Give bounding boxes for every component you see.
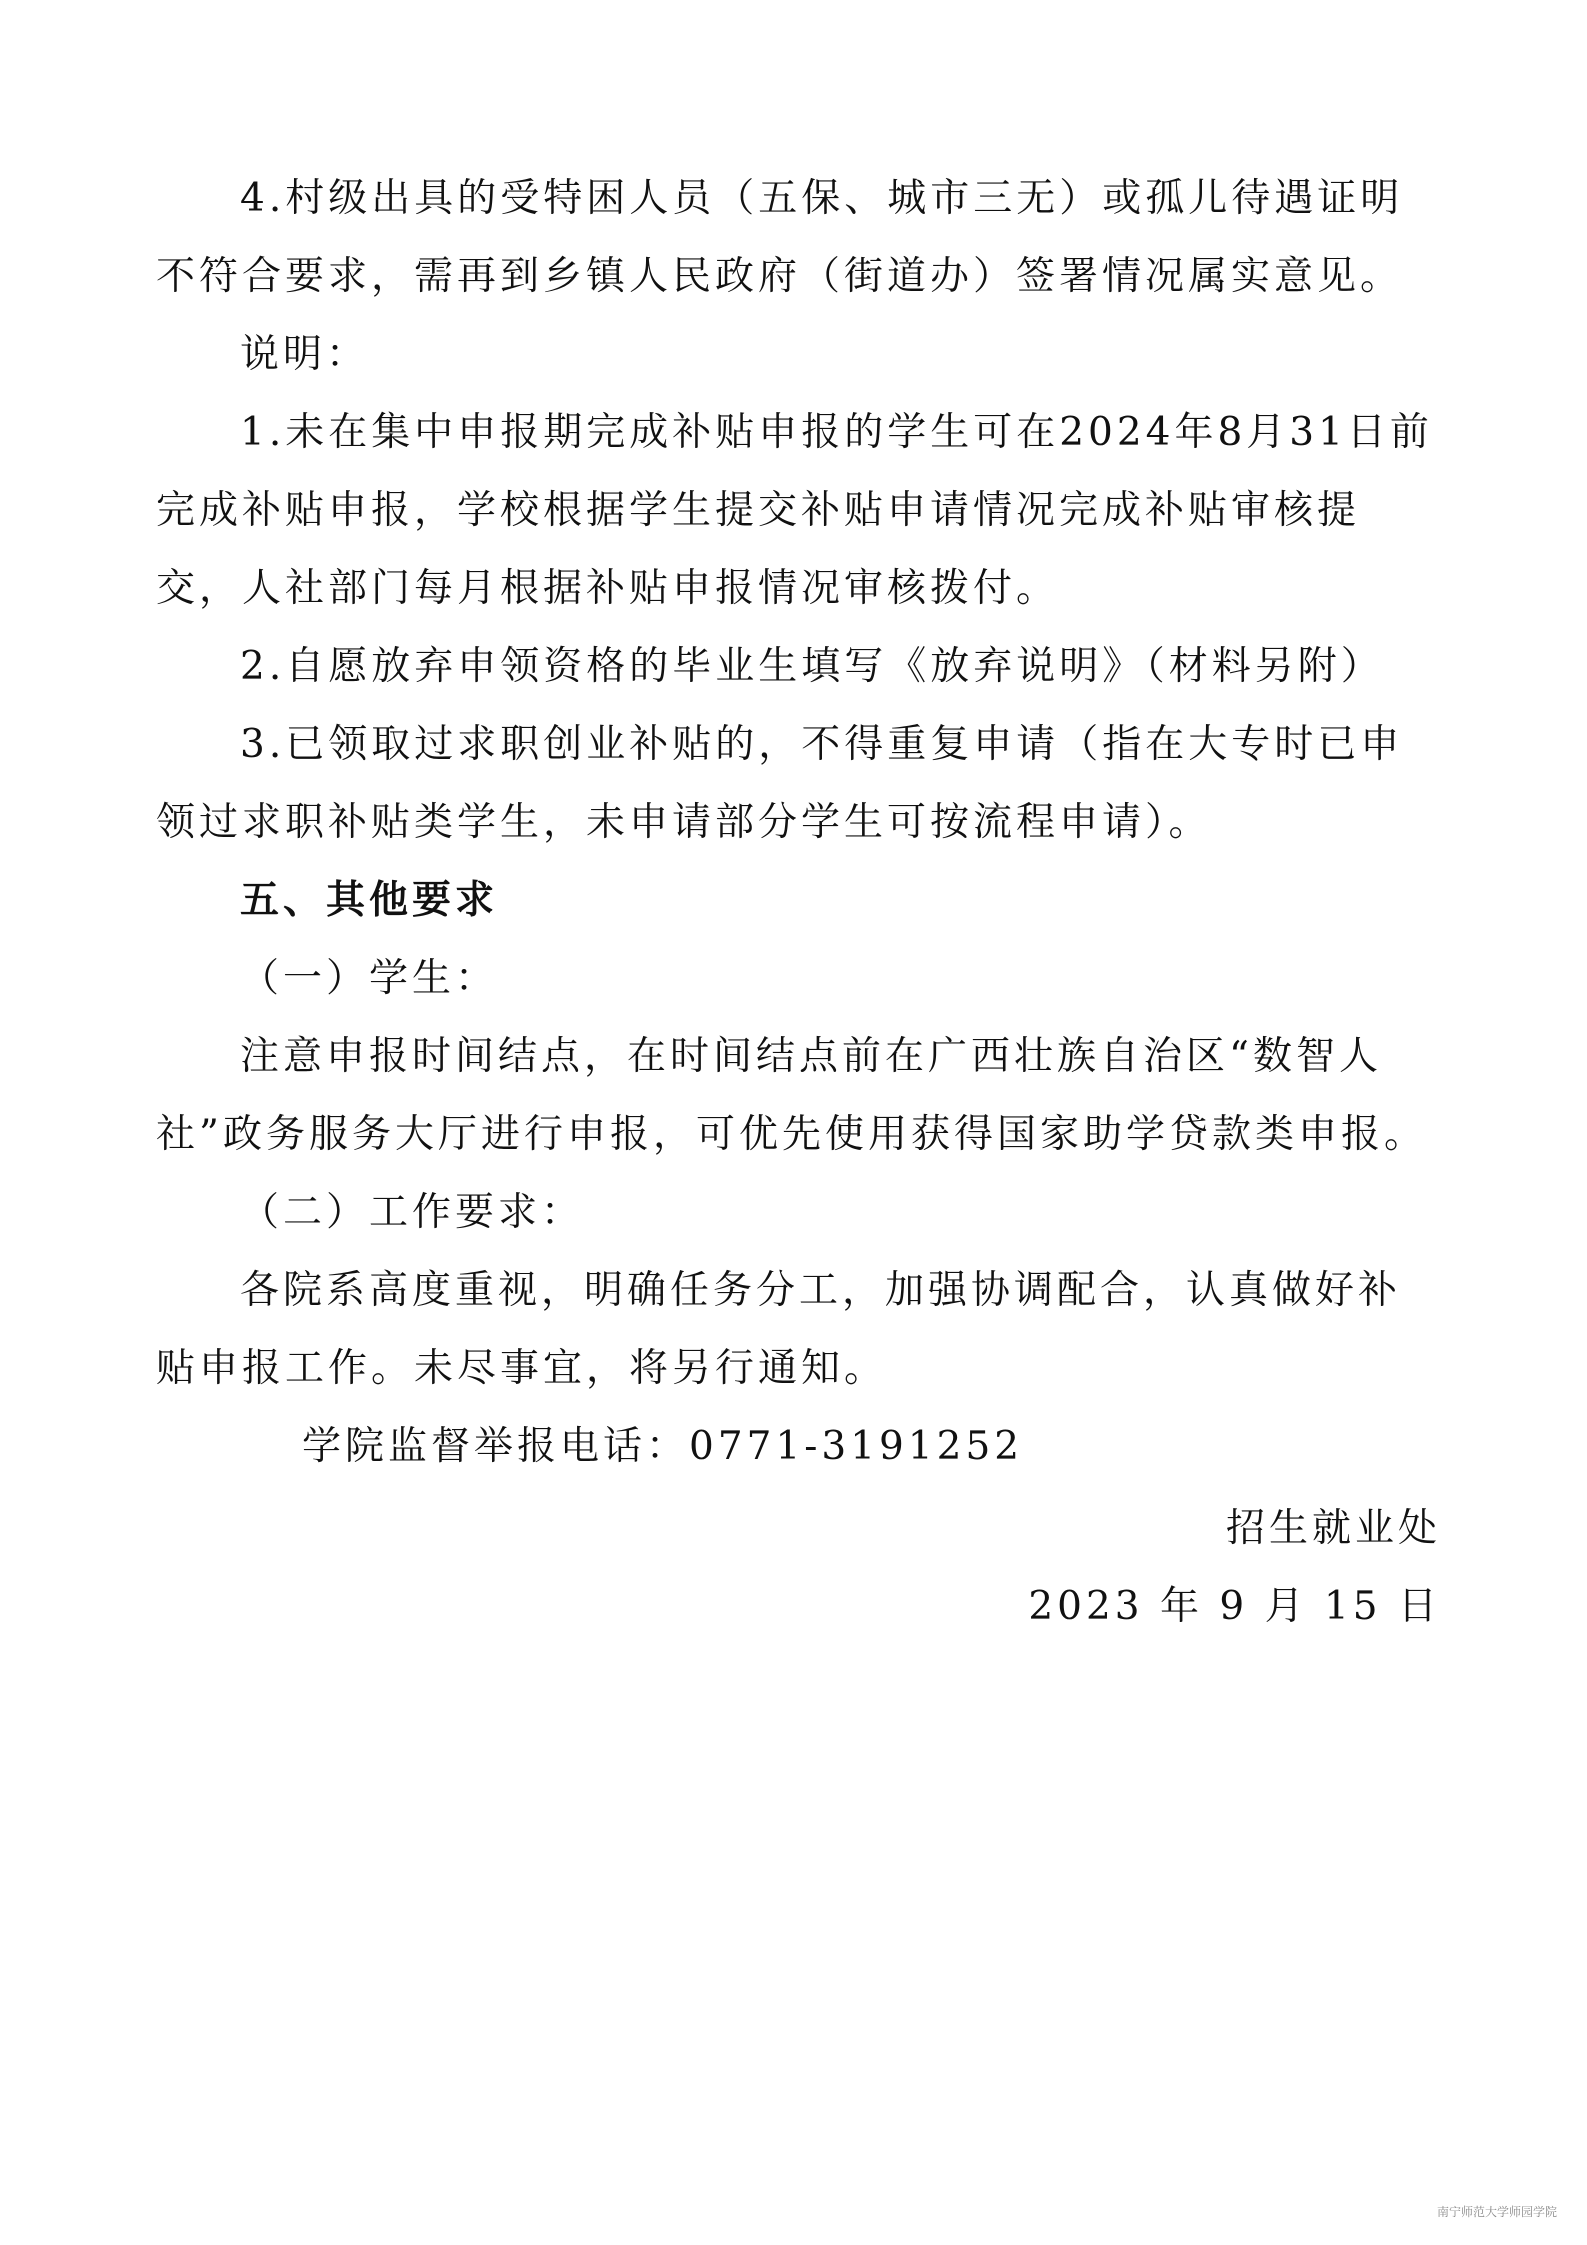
report-phone-line: 学院监督举报电话：0771-3191252 xyxy=(302,1424,1024,1469)
document-body xyxy=(156,160,1441,1486)
watermark-text: 南宁师范大学师园学院 xyxy=(1436,2205,1557,2219)
explanation-item-1: 1.未在集中申报期完成补贴申报的学生可在2024年8月31日前完成补贴申报，学校根据学生提交补贴申请情况完成补贴审核提交，人社部门每月根据补贴申报情况审核拨付。 xyxy=(156,410,1433,611)
students-paragraph: 注意申报时间结点，在时间结点前在广西壮族自治区“数智人社”政务服务大厅进行申报，可优先使用获得国家助学贷款类申报。 xyxy=(156,1034,1427,1157)
paragraph-item-4: 4.村级出具的受特困人员（五保、城市三无）或孤儿待遇证明不符合要求，需再到乡镇人民政府（街道办）签署情况属实意见。 xyxy=(156,176,1404,299)
subsection-students: （一）学生： xyxy=(240,956,499,1001)
signature-date: 2023 年 9 月 15 日 xyxy=(1028,1584,1441,1629)
work-requirements-paragraph: 各院系高度重视，明确任务分工，加强协调配合，认真做好补贴申报工作。未尽事宜，将另行通知。 xyxy=(156,1268,1402,1391)
subsection-work-requirements: （二）工作要求： xyxy=(240,1190,585,1235)
explanation-heading: 说明： xyxy=(240,332,370,377)
signature-org: 招生就业处 xyxy=(1225,1506,1441,1551)
explanation-item-3: 3.已领取过求职创业补贴的，不得重复申请（指在大专时已申领过求职补贴类学生，未申请部分学生可按流程申请）。 xyxy=(156,722,1404,845)
signature-block xyxy=(1028,1490,1441,1646)
section-heading-other-requirements: 五、其他要求 xyxy=(240,878,499,923)
explanation-item-2: 2.自愿放弃申领资格的毕业生填写《放弃说明》（材料另附） xyxy=(240,644,1384,689)
